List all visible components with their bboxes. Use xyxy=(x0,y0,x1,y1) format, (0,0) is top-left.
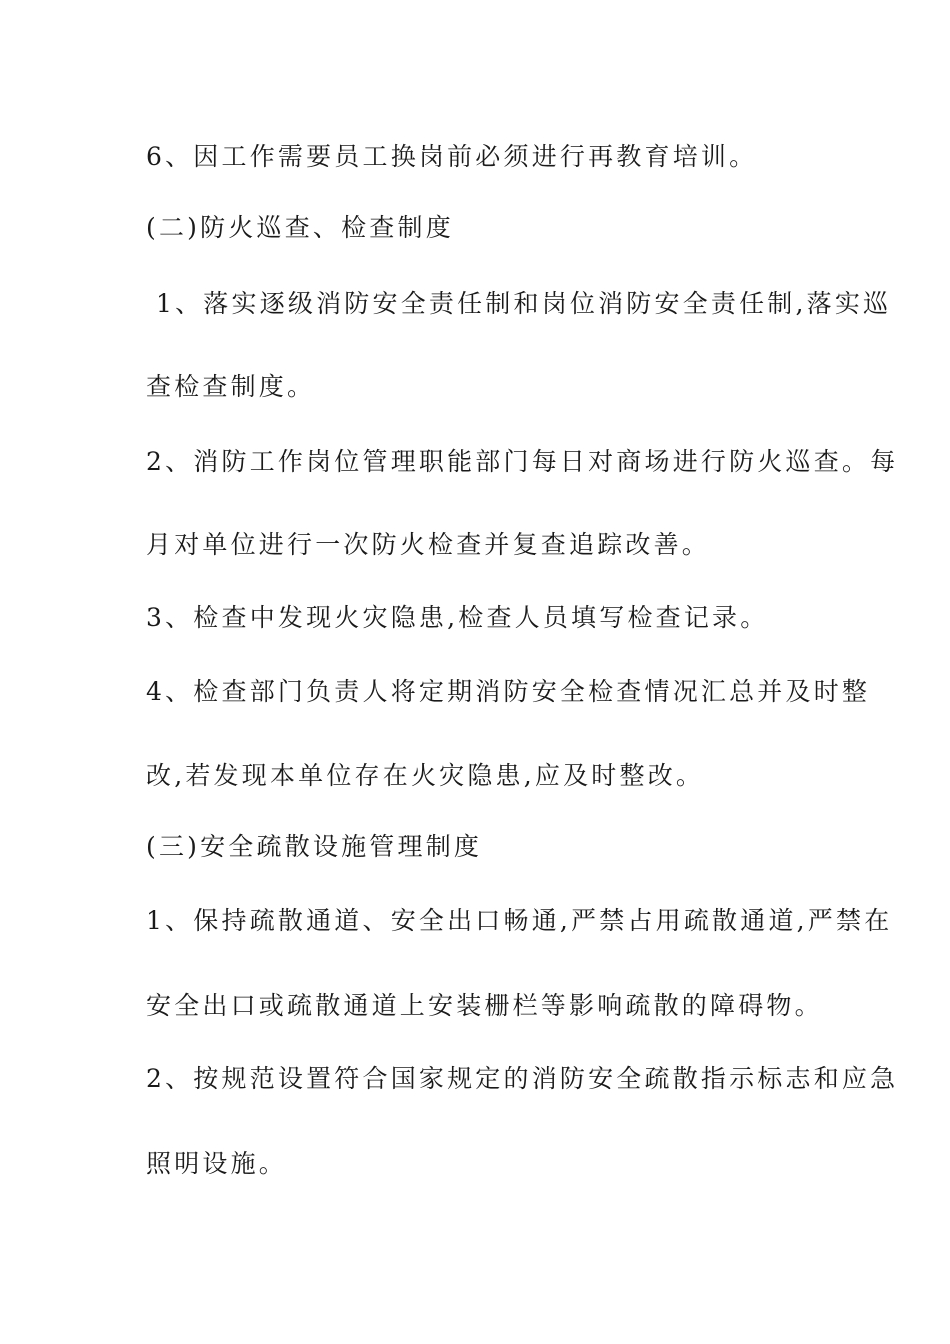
text-line: 月对单位进行一次防火检查并复查追踪改善。 xyxy=(146,530,711,559)
text-line: 照明设施。 xyxy=(146,1149,288,1178)
text-line: 1、保持疏散通道、安全出口畅通,严禁占用疏散通道,严禁在 xyxy=(146,906,893,935)
text-line: 改,若发现本单位存在火灾隐患,应及时整改。 xyxy=(146,761,705,790)
text-line: 2、按规范设置符合国家规定的消防安全疏散指示标志和应急 xyxy=(146,1064,899,1093)
text-line: 1、落实逐级消防安全责任制和岗位消防安全责任制,落实巡 xyxy=(156,289,892,318)
section-heading: (三)安全疏散设施管理制度 xyxy=(146,832,483,861)
text-line: 3、检查中发现火灾隐患,检查人员填写检查记录。 xyxy=(146,603,769,632)
text-line: 安全出口或疏散通道上安装栅栏等影响疏散的障碍物。 xyxy=(146,991,823,1020)
section-heading: (二)防火巡查、检查制度 xyxy=(146,213,454,242)
text-line: 2、消防工作岗位管理职能部门每日对商场进行防火巡查。每 xyxy=(146,447,899,476)
text-line: 4、检查部门负责人将定期消防安全检查情况汇总并及时整 xyxy=(146,677,871,706)
text-line: 6、因工作需要员工换岗前必须进行再教育培训。 xyxy=(146,142,758,171)
text-line: 查检查制度。 xyxy=(146,372,316,401)
